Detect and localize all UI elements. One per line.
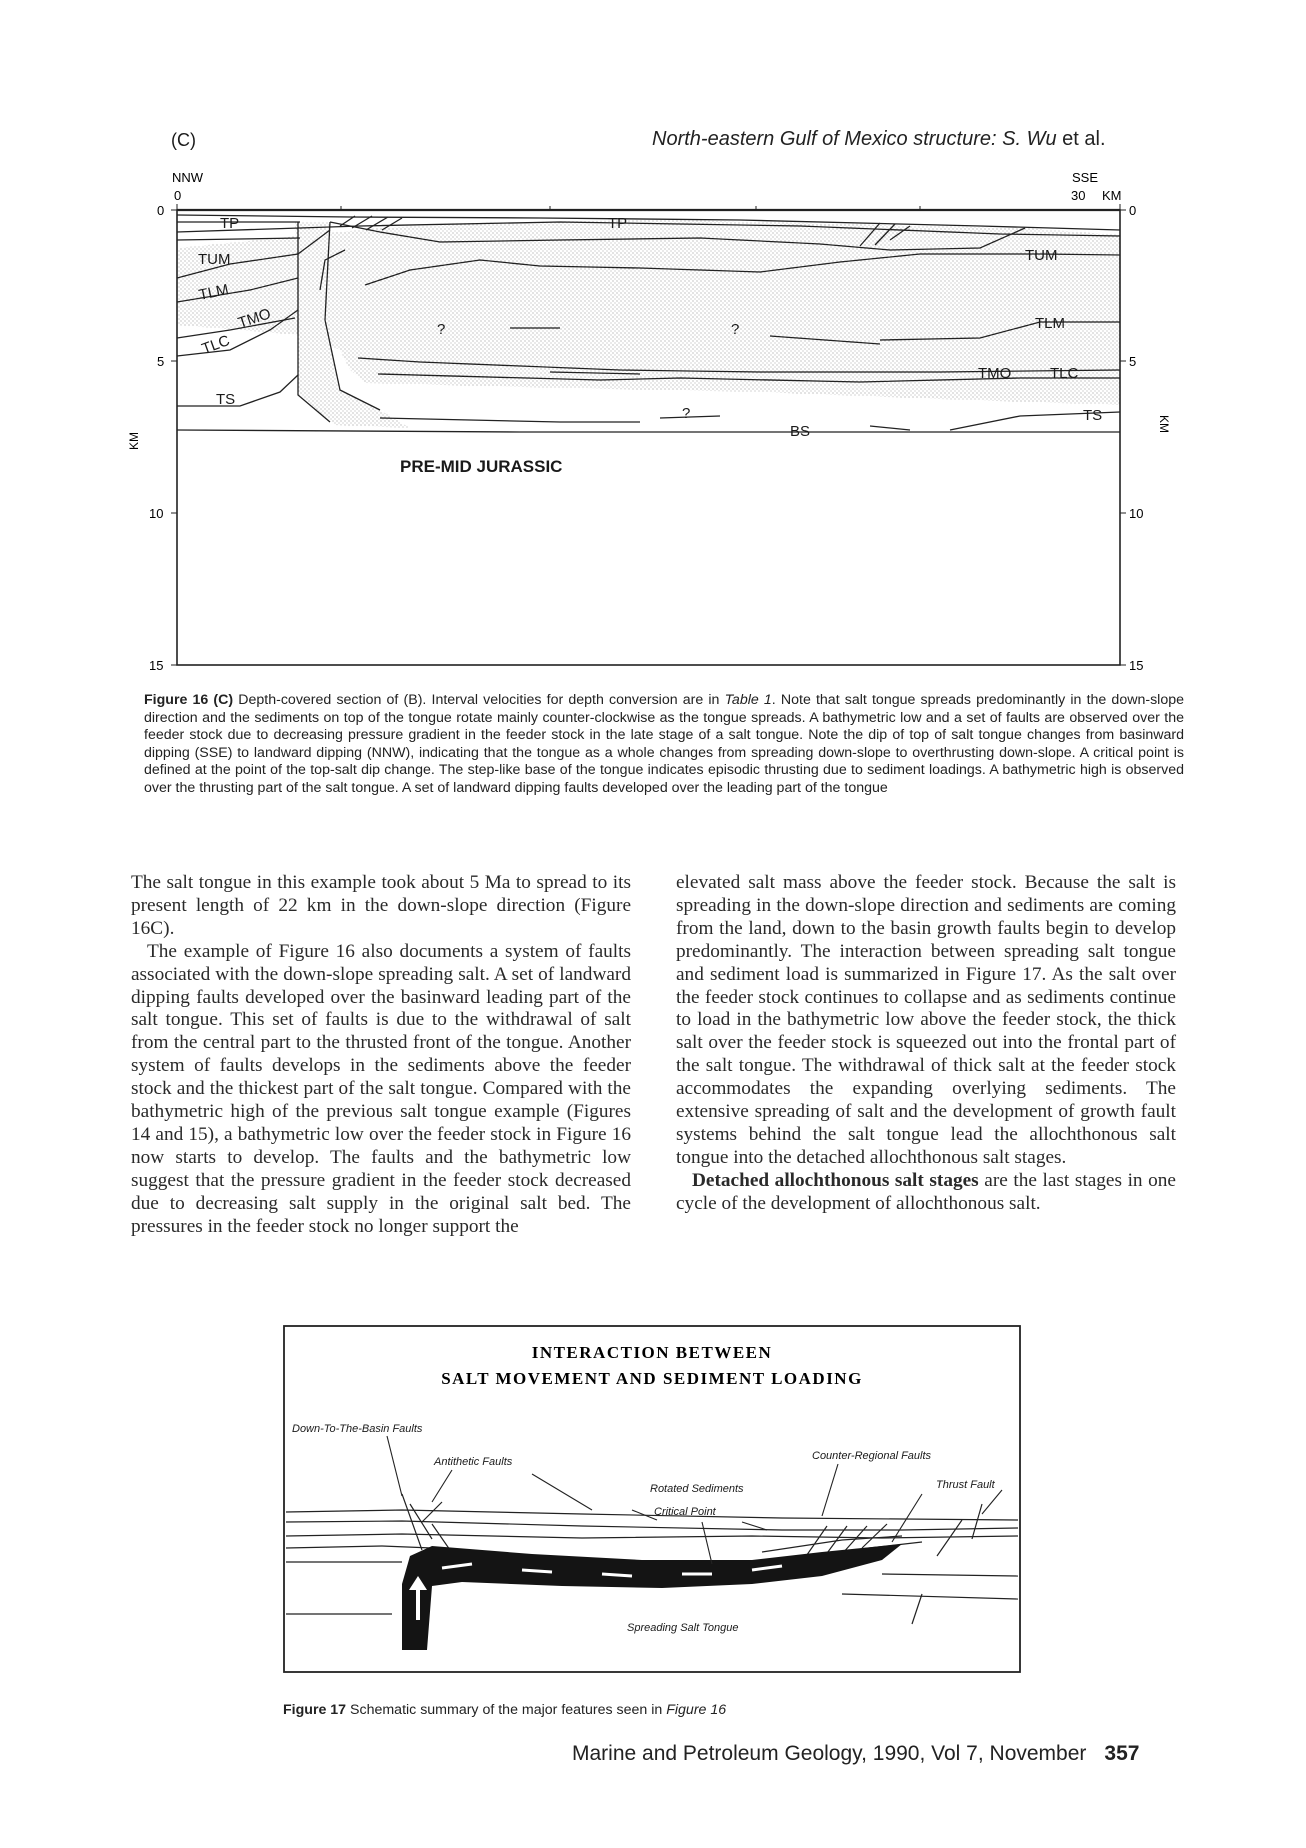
label-antithetic: Antithetic Faults	[434, 1456, 513, 1468]
body-column-right	[676, 872, 1176, 1216]
unit-tlc-left: TLC	[199, 332, 233, 358]
caption-16-table-ref: Table 1	[724, 692, 772, 708]
label-sse: SSE	[1072, 170, 1099, 185]
horizon-bs	[177, 430, 1120, 432]
body-text: are the last stages in one cycle of the development of allochthonous salt.	[676, 1169, 1176, 1214]
body-paragraph	[676, 1170, 1176, 1216]
running-title-tail: et al.	[1056, 128, 1106, 150]
body-paragraph: The salt tongue in this example took about 5 Ma to spread to its present length of 22 km in the down-slope direction (Figure 16C).	[131, 872, 631, 939]
label-counter-regional: Counter-Regional Faults	[812, 1450, 932, 1462]
caption-16-text-b: . Note that salt tongue spreads predominantly in the down-slope direction and the sediments on top of the tongue rotate mainly counter-clockwise as the tongue spreads. A bathymetric low and a set of faults are observed over the feeder stock due to decreasing pressure gradient in the feeder stock in the late stage of a salt tongue. Note the dip of top of salt tongue changes from basinward dipping (SSE) to landward dipping (NNW), indicating that the tongue as a whole changes from spreading down-slope to overthrusting down-slope. A critical point is defined at the point of the top-salt dip change. The step-like base of the tongue indicates episodic thrusting due to sediment loadings. A bathymetric high is observed over the thrusting part of the salt tongue. A set of landward dipping faults developed over the leading part of the tongue	[144, 692, 1184, 796]
depth-tick-right: 0	[1129, 203, 1137, 218]
figure-17-caption	[283, 1702, 983, 1720]
depth-tick-left: 15	[149, 658, 164, 673]
journal-footer	[572, 1742, 1139, 1766]
depth-tick-left: 5	[157, 354, 165, 369]
label-spreading: Spreading Salt Tongue	[627, 1622, 739, 1634]
unit-pre-mid-jurassic: PRE-MID JURASSIC	[400, 457, 563, 476]
body-paragraph: The example of Figure 16 also documents a system of faults associated with the down-slope spreading salt. A set of landward dipping faults developed over the basinward leading part of the salt tongue. This set of faults is due to the withdrawal of salt from the central part to the thrusted front of the tongue. Another system of faults develops in the sediments above the feeder stock and the thickest part of the salt tongue. Compared with the bathymetric high of the previous salt tongue example (Figures 14 and 15), a bathymetric low over the feeder stock in Figure 16 now starts to develop. The faults and the bathymetric low suggest that the pressure gradient in the feeder stock decreased due to decreasing salt supply in the original salt bed. The pressures in the feeder stock no longer support the	[131, 940, 631, 1237]
depth-tick-right: 10	[1129, 506, 1144, 521]
unknown-mark: ?	[437, 321, 446, 338]
unit-tmo-left: TMO	[235, 305, 273, 332]
label-right-top-km: 30	[1071, 188, 1086, 203]
caption-17-text: Schematic summary of the major features seen in	[346, 1702, 667, 1718]
body-column-left	[131, 872, 631, 1239]
label-thrust: Thrust Fault	[936, 1479, 995, 1491]
unit-tlm-right: TLM	[1035, 315, 1065, 332]
horizon-ts-left	[177, 375, 298, 406]
label-left-top-km: 0	[174, 188, 182, 203]
unit-tum-left: TUM	[198, 251, 231, 268]
figure-16-section	[120, 160, 1180, 680]
unit-bs: BS	[790, 423, 811, 440]
caption-16-label: Figure 16 (C)	[144, 692, 234, 708]
label-nnw: NNW	[172, 170, 204, 185]
caption-17-label: Figure 17	[283, 1702, 347, 1718]
label-critical: Critical Point	[654, 1506, 716, 1518]
depth-tick-left: 10	[149, 506, 164, 521]
salt-tongue-body	[402, 1544, 902, 1650]
unit-ts-right: TS	[1083, 407, 1103, 424]
body-paragraph: elevated salt mass above the feeder stock. Because the salt is spreading in the down-slope direction and sediments are coming from the land, down to the basin growth faults begin to develop predominantly. The interaction between spreading salt tongue and sediment load is summarized in Figure 17. As the salt over the feeder stock continues to collapse and as sediments continue to load in the bathymetric low above the feeder stock, the thick salt over the feeder stock is squeezed out into the frontal part of the salt tongue. The withdrawal of thick salt at the feeder stock accommodates the expanding overlying sediments. The extensive spreading of salt and the development of growth fault systems behind the salt tongue lead the allochthonous salt tongue into the detached allochthonous salt stages.	[676, 872, 1176, 1168]
axis-label-right: KM	[1157, 415, 1171, 433]
label-km-top: KM	[1102, 188, 1122, 203]
journal-citation: Marine and Petroleum Geology, 1990, Vol 7, November	[572, 1742, 1087, 1765]
depth-tick-left: 0	[157, 203, 165, 218]
horizon-ts	[380, 418, 640, 422]
unknown-mark: ?	[682, 405, 691, 422]
section-term: Detached allochthonous salt stages	[692, 1169, 979, 1191]
label-rotated: Rotated Sediments	[650, 1483, 744, 1495]
depth-tick-right: 5	[1129, 354, 1137, 369]
running-title	[652, 128, 1106, 151]
panel-label: (C)	[171, 130, 196, 150]
figure-17-title-2: SALT MOVEMENT AND SEDIMENT LOADING	[441, 1369, 863, 1388]
figure-17-schematic	[282, 1324, 1022, 1674]
caption-16-text-a: Depth-covered section of (B). Interval velocities for depth conversion are in	[233, 692, 725, 708]
unknown-mark: ?	[731, 321, 740, 338]
running-title-main: North-eastern Gulf of Mexico structure: S. Wu	[652, 128, 1057, 150]
depth-tick-right: 15	[1129, 658, 1144, 673]
axis-label-left: KM	[127, 432, 141, 450]
unit-tlc-right: TLC	[1050, 365, 1079, 382]
unit-tp-mid: TP	[608, 215, 628, 232]
caption-17-fig-ref: Figure 16	[666, 1702, 727, 1718]
figure-17-title-1: INTERACTION BETWEEN	[531, 1343, 773, 1362]
page-number: 357	[1104, 1742, 1140, 1765]
unit-tp-left: TP	[220, 215, 240, 232]
unit-tum-right: TUM	[1025, 247, 1058, 264]
label-down-to-basin: Down-To-The-Basin Faults	[292, 1423, 423, 1435]
figure-16-caption	[144, 692, 1184, 798]
unit-tmo-right: TMO	[978, 365, 1012, 382]
unit-ts-left: TS	[216, 391, 236, 408]
unit-tlm-left: TLM	[197, 281, 231, 304]
